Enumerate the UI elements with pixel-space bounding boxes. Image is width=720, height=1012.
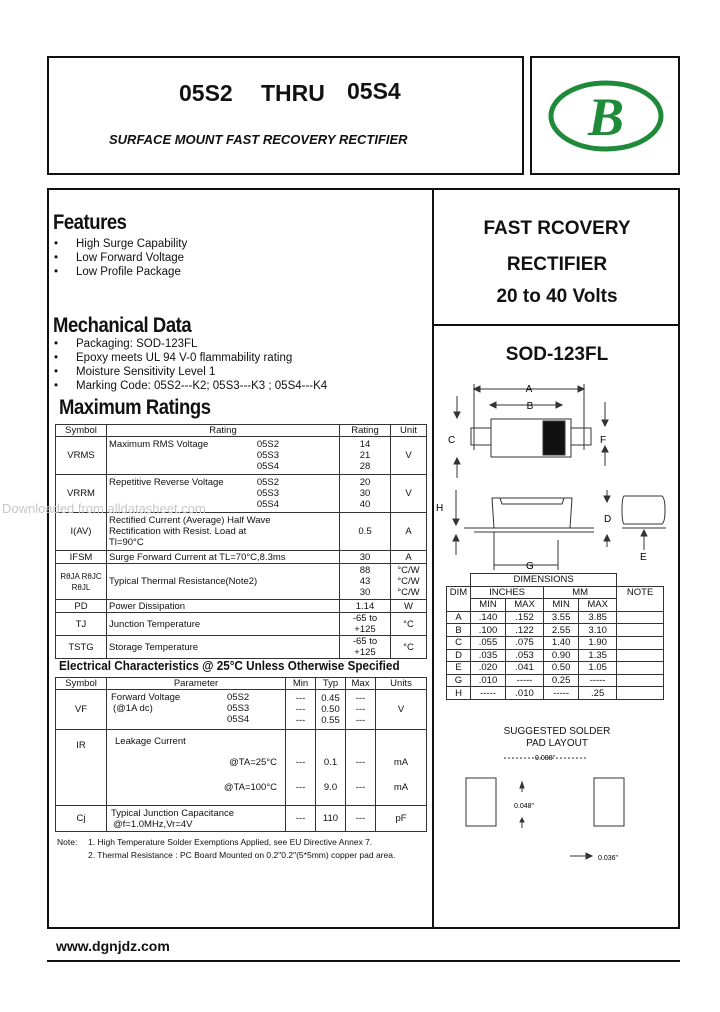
rating-desc: Junction Temperature [107, 613, 340, 636]
rating-value: 40 [359, 499, 371, 510]
solder-dim-3: 0.036" [597, 855, 619, 862]
rating-value: 1.14 [340, 600, 391, 613]
param-desc: Typical Junction Capacitance [111, 807, 235, 819]
note-label: Note: [57, 837, 78, 847]
table-row: H ----- .010 ----- .25 [447, 687, 664, 700]
max-value: --- [355, 782, 366, 793]
mechanical-list [76, 337, 327, 393]
part-label: 05S3 [227, 703, 250, 714]
brand-logo [548, 80, 664, 152]
unit-cell: °C/W [397, 587, 420, 598]
min-value: --- [295, 704, 306, 715]
footer-divider [47, 960, 680, 962]
table-row: C .055 .075 1.40 1.90 [447, 636, 664, 649]
part-to: 05S4 [347, 78, 401, 104]
rating-desc: Surge Forward Current at TL=70°C,8.3ms [107, 551, 340, 564]
max-value: --- [355, 757, 366, 768]
rating-value: -65 to +125 [340, 613, 391, 636]
product-line-3: 20 to 40 Volts [496, 286, 618, 307]
table-row: A .140 .152 3.55 3.85 [447, 611, 664, 624]
col-header: MIN [544, 599, 579, 612]
col-header: Unit [391, 425, 427, 437]
rating-desc: Repetitive Reverse Voltage [109, 477, 224, 488]
rating-desc: Rectified Current (Average) Half Wave Rectification with Resist. Load at Tl=90°C [107, 513, 340, 551]
features-list [76, 237, 187, 279]
mechanical-item: • Epoxy meets UL 94 V-0 flammability rating [76, 351, 327, 365]
unit-cell: mA [393, 782, 409, 793]
table-row [56, 551, 427, 564]
col-header: Parameter [107, 678, 286, 690]
mechanical-item: • Marking Code: 05S2---K2; 05S3---K3 ; 05S4---K4 [76, 379, 327, 393]
rating-value: 0.5 [340, 513, 391, 551]
unit-cell: °C/W [397, 576, 420, 587]
unit-cell: °C/W [397, 565, 420, 576]
min-value: --- [295, 782, 306, 793]
col-header: NOTE [617, 586, 664, 611]
part-label: 05S4 [227, 714, 250, 725]
table-row [56, 564, 427, 600]
package-name: SOD-123FL [505, 344, 609, 365]
part-label: 05S3 [256, 450, 279, 461]
right-divider [432, 324, 680, 326]
mechanical-item: • Moisture Sensitivity Level 1 [76, 365, 327, 379]
col-header: MIN [471, 599, 506, 612]
rating-value: 30 [359, 488, 371, 499]
mechanical-heading: Mechanical Data [53, 314, 192, 337]
solder-title [434, 726, 680, 750]
unit-cell: V [376, 690, 427, 730]
rating-value: -65 to +125 [340, 636, 391, 659]
unit-cell: °C [391, 636, 427, 659]
rating-desc: Storage Temperature [107, 636, 340, 659]
dim-label-g: G [526, 561, 534, 572]
min-value: --- [295, 693, 306, 704]
symbol-cell: TJ [56, 613, 107, 636]
rating-value: 88 [359, 565, 371, 576]
param-desc: Forward Voltage [111, 692, 181, 703]
param-cell [107, 730, 286, 806]
col-header: Rating [340, 425, 391, 437]
footer-url: www.dgnjdz.com [56, 938, 170, 954]
logo-box [530, 56, 680, 175]
typ-value: 0.55 [321, 715, 340, 726]
product-line-2: RECTIFIER [506, 254, 608, 275]
typ-value: 9.0 [323, 782, 338, 793]
unit-cell: W [391, 600, 427, 613]
part-label: 05S2 [256, 439, 279, 450]
mechanical-item: • Packaging: SOD-123FL [76, 337, 327, 351]
typ-value: 0.45 [321, 693, 340, 704]
feature-item: • Low Profile Package [76, 265, 187, 279]
dim-label-a: A [525, 384, 533, 395]
col-header: MM [544, 586, 617, 599]
typ-value: 110 [316, 806, 346, 832]
dim-label-f: F [600, 435, 607, 446]
solder-title-1: SUGGESTED SOLDER [503, 726, 611, 737]
part-label: 05S4 [256, 499, 279, 510]
electrical-heading: Electrical Characteristics @ 25°C Unless Otherwise Specified [59, 658, 400, 673]
rating-value: 14 [359, 439, 371, 450]
col-header: Units [376, 678, 427, 690]
watermark: Downloaded from alldatasheet.com [2, 501, 206, 516]
max-ratings-table [55, 424, 427, 659]
table-row: G .010 ----- 0.25 ----- [447, 674, 664, 687]
col-header: DIM [447, 586, 471, 611]
min-value: --- [295, 715, 306, 726]
rating-value: 21 [359, 450, 371, 461]
symbol-cell: Cj [56, 806, 107, 832]
typ-value: 0.50 [321, 704, 340, 715]
max-value: --- [346, 806, 376, 832]
param-cell [107, 690, 286, 730]
max-value: --- [355, 704, 366, 715]
col-header: MAX [506, 599, 544, 612]
table-row [56, 613, 427, 636]
symbol-cell: TSTG [56, 636, 107, 659]
symbol-cell: I(AV) [56, 513, 107, 551]
dimensions-table [446, 573, 664, 700]
col-header: Rating [107, 425, 340, 437]
solder-dim-2: 0.048" [513, 803, 535, 810]
table-row [56, 730, 427, 806]
part-label: 05S3 [256, 488, 279, 499]
table-row: E .020 .041 0.50 1.05 [447, 662, 664, 675]
thru-label: THRU [261, 80, 325, 106]
table-row [56, 806, 427, 832]
min-value: --- [295, 757, 306, 768]
col-header: Typ [316, 678, 346, 690]
unit-cell: A [391, 551, 427, 564]
rating-value: 30 [340, 551, 391, 564]
package-drawing [434, 380, 678, 575]
unit-cell: mA [393, 757, 409, 768]
max-ratings-heading: Maximum Ratings [59, 396, 211, 419]
dim-label-h: H [436, 503, 444, 514]
table-row [56, 437, 427, 475]
electrical-table [55, 677, 427, 832]
symbol-cell: PD [56, 600, 107, 613]
subtitle: SURFACE MOUNT FAST RECOVERY RECTIFIER [109, 132, 408, 147]
rating-desc-cell [107, 437, 340, 475]
part-label: 05S2 [227, 692, 250, 703]
rating-value: 43 [359, 576, 371, 587]
unit-cell: V [391, 475, 427, 513]
table-row [56, 600, 427, 613]
dim-label-c: C [448, 435, 456, 446]
solder-dim-1: 0.098" [534, 755, 556, 762]
unit-cell: V [391, 437, 427, 475]
symbol-cell: RθJA RθJC RθJL [56, 564, 107, 600]
note-2: 2. Thermal Resistance : PC Board Mounted on 0.2"0.2"(5*5mm) copper pad area. [88, 850, 396, 860]
features-heading: Features [53, 211, 127, 234]
table-row [56, 690, 427, 730]
rating-desc: Maximum RMS Voltage [109, 439, 209, 450]
symbol-cell: IR [56, 730, 107, 806]
rating-value: 30 [359, 587, 371, 598]
param-cell [107, 806, 286, 832]
param-cond: (@1A dc) [113, 703, 153, 714]
part-from: 05S2 [179, 80, 233, 106]
part-label: 05S4 [256, 461, 279, 472]
solder-title-2: PAD LAYOUT [526, 738, 588, 749]
rating-value: 20 [359, 477, 371, 488]
symbol-cell: VRMS [56, 437, 107, 475]
max-value: --- [355, 715, 366, 726]
col-header: MAX [579, 599, 617, 612]
param-cond: @f=1.0MHz,Vr=4V [113, 818, 193, 830]
feature-item: • Low Forward Voltage [76, 251, 187, 265]
title-box [47, 56, 524, 175]
logo-letter: B [587, 87, 625, 147]
rating-desc: Power Dissipation [107, 600, 340, 613]
col-header: Symbol [56, 678, 107, 690]
table-row [56, 513, 427, 551]
solder-pad-drawing [434, 752, 678, 872]
col-header: Symbol [56, 425, 107, 437]
rating-value: 28 [359, 461, 371, 472]
min-value: --- [286, 806, 316, 832]
typ-value: 0.1 [323, 757, 338, 768]
unit-cell: pF [376, 806, 427, 832]
col-header: Min [286, 678, 316, 690]
symbol-cell: VRRM [56, 475, 107, 513]
table-row: B .100 .122 2.55 3.10 [447, 624, 664, 637]
col-header: Max [346, 678, 376, 690]
dim-label-d: D [604, 514, 612, 525]
table-row: D .035 .053 0.90 1.35 [447, 649, 664, 662]
feature-item: • High Surge Capability [76, 237, 187, 251]
param-desc: Leakage Current [115, 736, 186, 747]
dim-label-e: E [640, 552, 647, 563]
unit-cell: °C [391, 613, 427, 636]
symbol-cell: IFSM [56, 551, 107, 564]
max-value: --- [355, 693, 366, 704]
col-header: INCHES [471, 586, 544, 599]
table-row [56, 636, 427, 659]
product-line-1: FAST RCOVERY [483, 218, 631, 239]
param-cond: @TA=25°C [229, 757, 277, 768]
param-cond: @TA=100°C [223, 782, 277, 793]
rating-desc: Typical Thermal Resistance(Note2) [107, 564, 340, 600]
part-label: 05S2 [256, 477, 279, 488]
dimensions-title: DIMENSIONS [471, 574, 617, 587]
dim-label-b: B [526, 401, 534, 412]
unit-cell: A [391, 513, 427, 551]
note-1: 1. High Temperature Solder Exemptions Applied, see EU Directive Annex 7. [88, 837, 373, 847]
symbol-cell: VF [56, 690, 107, 730]
